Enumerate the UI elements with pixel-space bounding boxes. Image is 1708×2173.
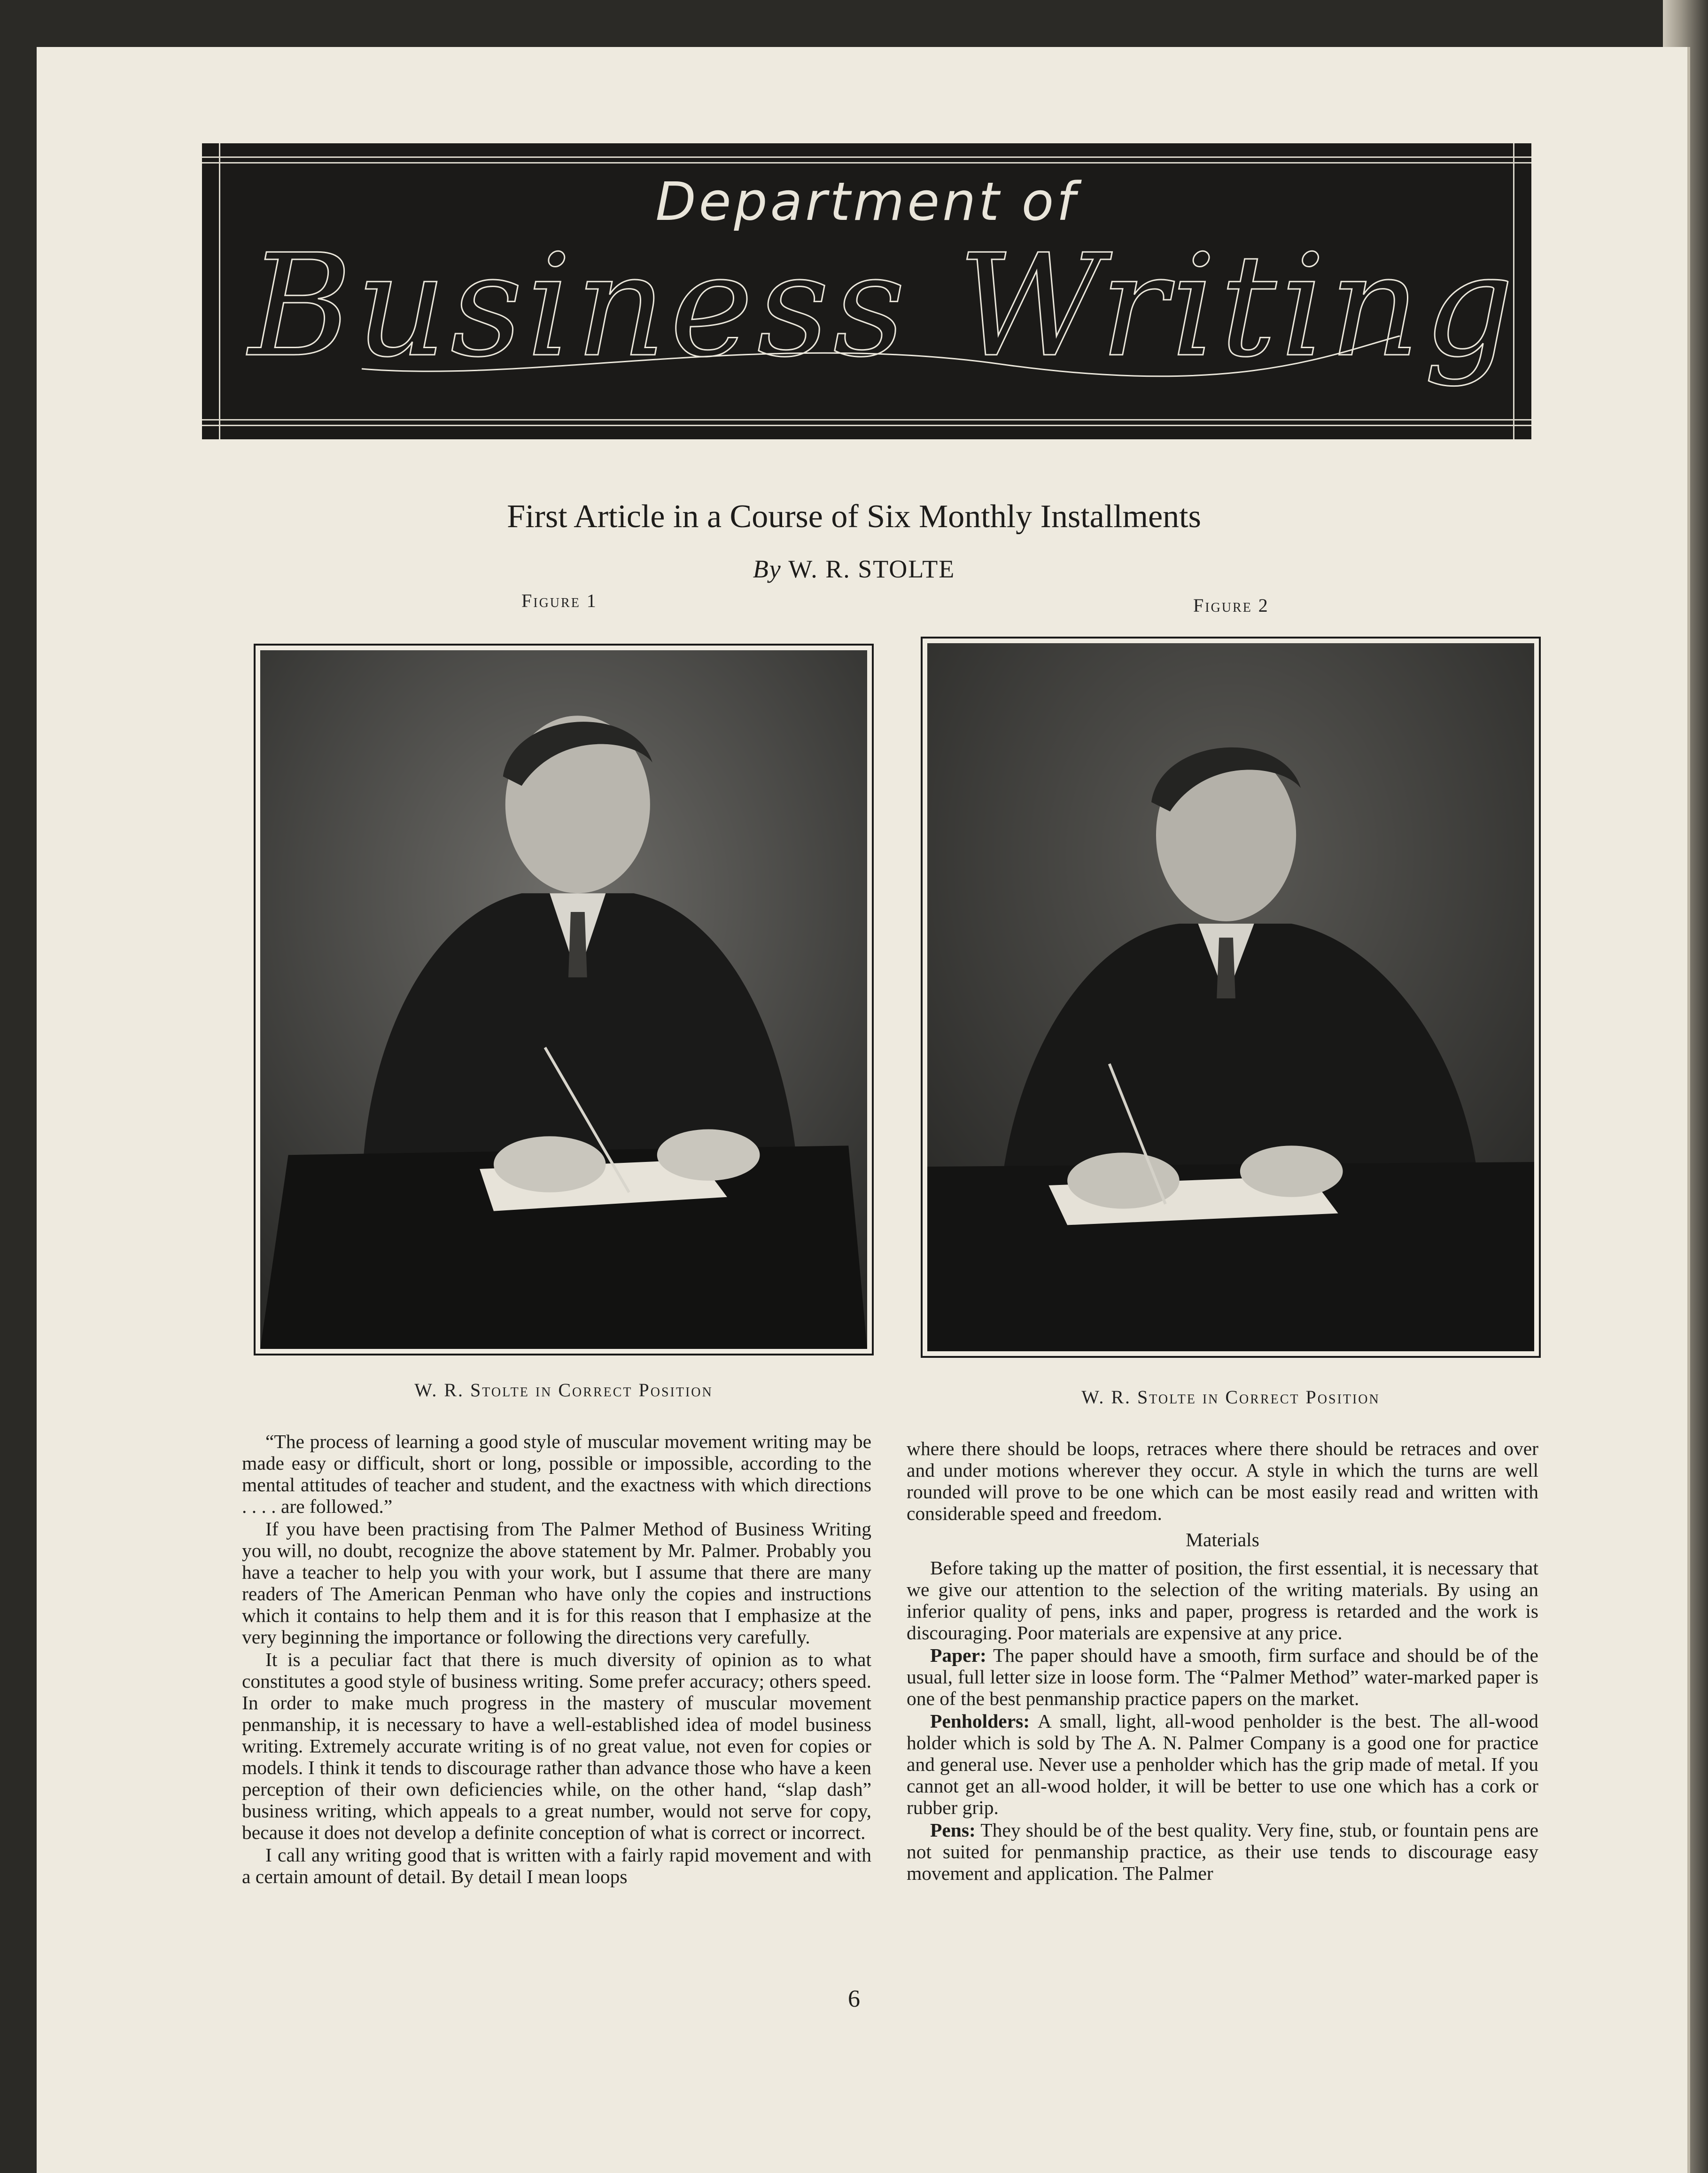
- figure-1-caption: W. R. Stolte in Correct Position: [414, 1379, 713, 1401]
- figure-2-photo: [921, 637, 1541, 1358]
- left-paragraph-4: I call any writing good that is written with a fairly rapid movement and with a certain amount of detail. By detail I mean loops: [242, 1844, 871, 1887]
- pens-paragraph: [907, 1819, 1538, 1884]
- left-paragraph-2: If you have been practising from The Palmer Method of Business Writing you will, no doubt, recognize the above statement by Mr. Palmer. Probably you have a teacher to help you with your work, but I assume that there are many readers of The American Penman who have only the copies and instructions which it contains to help them and it is for this reason that I emphasize at the very beginning the importance or following the directions very carefully.: [242, 1518, 871, 1648]
- paper-label: Paper:: [930, 1644, 986, 1666]
- banner-heading: Department of: [655, 171, 1078, 233]
- left-paragraph-1: “The process of learning a good style of muscular movement writing may be made easy or difficult, short or long, possible or impossible, according to the mental attitudes of teacher and student, and the exactness with which directions . . . . are followed.”: [242, 1431, 871, 1517]
- article-title: First Article in a Course of Six Monthly Installments: [507, 498, 1201, 535]
- byline-prefix: By: [753, 555, 782, 583]
- penholders-text: A small, light, all-wood penholder is the best. The all-wood holder which is sold by The A. N. Palmer Company is a good one for practice and general use. Never use a penholder which has the grip made of metal. If you cannot get an all-wood holder, it will be better to use one which has a cork or rubber grip.: [907, 1710, 1538, 1818]
- figure-1-photo: [254, 644, 874, 1355]
- right-column: [907, 1438, 1538, 1885]
- penholders-paragraph: [907, 1710, 1538, 1818]
- banner-script-text: Business Writing: [248, 224, 1518, 388]
- paper-text: The paper should have a smooth, firm surface and should be of the usual, full letter size in loose form. The “Palmer Method” water-marked paper is one of the best penmanship practice papers on the market.: [907, 1644, 1538, 1709]
- article-byline: [0, 554, 1708, 584]
- department-banner: [202, 143, 1531, 439]
- materials-heading: Materials: [1186, 1529, 1259, 1550]
- page-number: 6: [848, 1986, 860, 2012]
- paper-paragraph: [907, 1644, 1538, 1709]
- right-paragraph-2: Before taking up the matter of position, the first essential, it is necessary that we give our attention to the selection of the writing materials. By using an inferior quality of pens, inks and paper, progress is retarded and the work is discouraging. Poor materials are expensive at any price.: [907, 1557, 1538, 1643]
- author-name: W. R. STOLTE: [788, 555, 955, 583]
- pens-label: Pens:: [930, 1819, 976, 1841]
- left-column: [242, 1431, 871, 1888]
- figure-2-caption: W. R. Stolte in Correct Position: [1081, 1386, 1380, 1408]
- figure-1-label: Figure 1: [521, 590, 598, 611]
- right-paragraph-1: where there should be loops, retraces where there should be retraces and over and under motions wherever they occur. A style in which the turns are well rounded will prove to be one which can be most easily read and written with considerable speed and freedom.: [907, 1438, 1538, 1524]
- business-writing-script: [248, 214, 1518, 392]
- figure-2-label: Figure 2: [1193, 595, 1269, 616]
- left-paragraph-3: It is a peculiar fact that there is much diversity of opinion as to what constitutes a good style of business writing. Some prefer accuracy; others speed. In order to make much progress in the mastery of muscular movement penmanship, it is necessary to have a well-established idea of model business writing. Extremely accurate writing is of no great value, not even for copies or models. I think it tends to discourage rather than advance those who have a keen perception of their own deficiencies while, on the other hand, “slap dash” business writing, which appeals to a great number, would not serve for copy, because it does not develop a definite conception of what is correct or incorrect.: [242, 1649, 871, 1843]
- pens-text: They should be of the best quality. Very fine, stub, or fountain pens are not suited for penmanship practice, as their use tends to discourage easy movement and application. The Palmer: [907, 1819, 1538, 1884]
- penholders-label: Penholders:: [930, 1710, 1030, 1732]
